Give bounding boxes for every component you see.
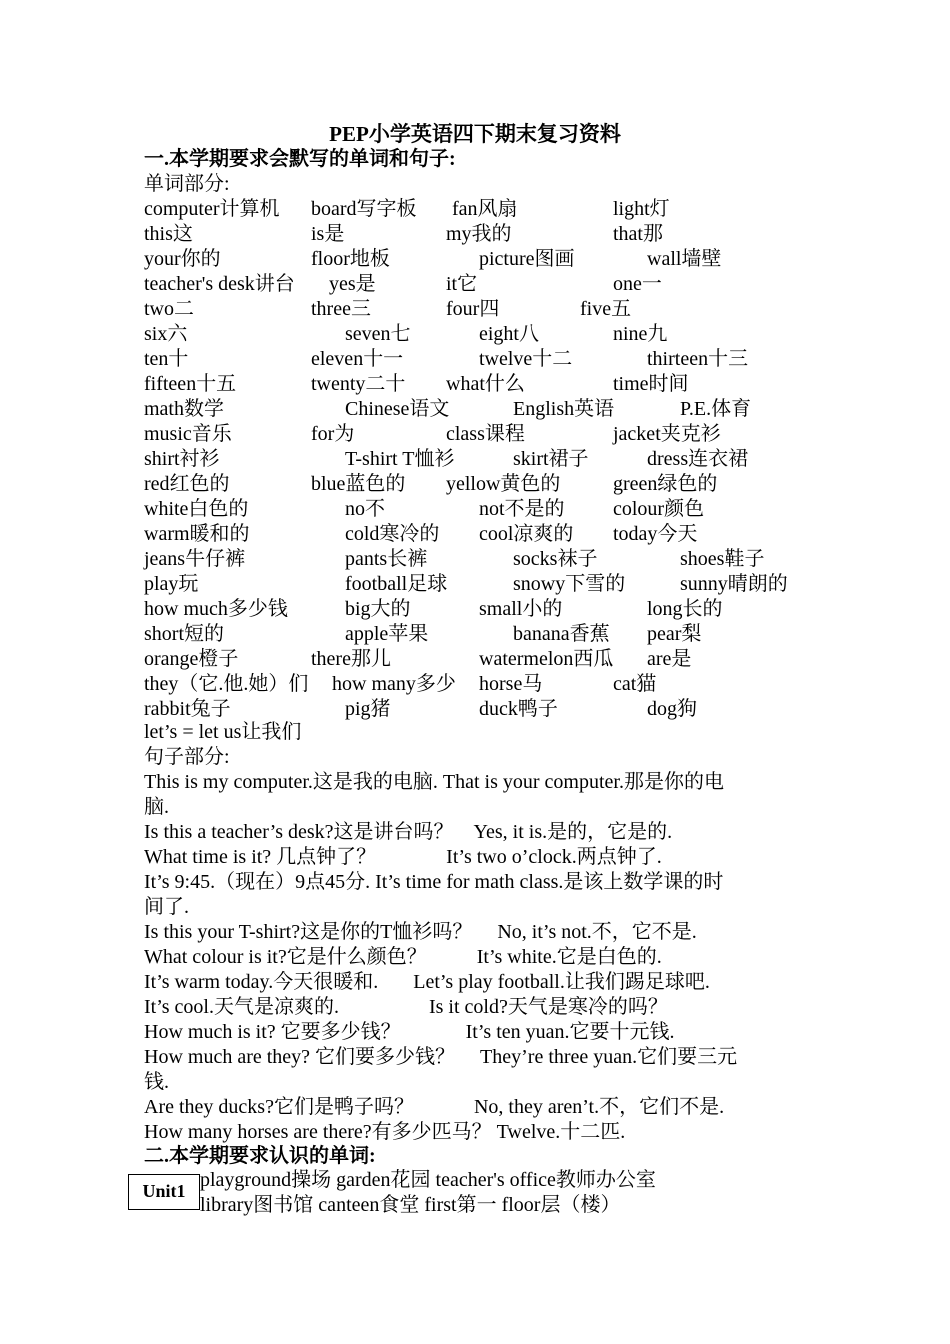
word-entry: your你的: [144, 248, 221, 270]
word-entry: short短的: [144, 623, 224, 645]
word-entry: horse马: [479, 673, 543, 695]
sentence-line: What time is it? 几点钟了？ It’s two o’clock.两点钟了.: [144, 846, 662, 868]
word-entry: long长的: [647, 598, 723, 620]
sentence-line: How much are they? 它们要多少钱？ They’re three yuan.它们要三元: [144, 1046, 738, 1068]
word-entry: music音乐: [144, 423, 232, 445]
word-entry: teacher's desk讲台: [144, 273, 295, 295]
unit1-label-box: Unit1: [128, 1174, 200, 1210]
sentence-line: 间了.: [144, 896, 189, 918]
word-entry: three三: [311, 298, 371, 320]
word-entry: snowy下雪的: [513, 573, 626, 595]
word-entry: rabbit兔子: [144, 698, 231, 720]
word-entry: it它: [446, 273, 478, 295]
word-entry: picture图画: [479, 248, 575, 270]
word-entry: floor地板: [311, 248, 390, 270]
word-entry: math数学: [144, 398, 224, 420]
word-entry: T-shirt T恤衫: [345, 448, 455, 470]
word-entry: seven七: [345, 323, 411, 345]
word-entry: pants长裤: [345, 548, 428, 570]
word-entry: red红色的: [144, 473, 230, 495]
word-entry: dress连衣裙: [647, 448, 749, 470]
word-entry: thirteen十三: [647, 348, 749, 370]
word-entry: apple苹果: [345, 623, 429, 645]
word-entry: is是: [311, 223, 345, 245]
word-entry: colour颜色: [613, 498, 705, 520]
sentence-line: How many horses are there?有多少匹马？ Twelve.十二匹.: [144, 1121, 626, 1143]
word-entry: twelve十二: [479, 348, 573, 370]
word-entry: what什么: [446, 373, 525, 395]
word-entry: how many多少: [332, 673, 456, 695]
sentence-line: How much is it? 它要多少钱？ It’s ten yuan.它要十元钱.: [144, 1021, 675, 1043]
word-entry: today今天: [613, 523, 698, 545]
unit1-line-1: playground操场 garden花园 teacher's office教师办公室: [200, 1169, 656, 1191]
word-entry: eight八: [479, 323, 539, 345]
word-entry: that那: [613, 223, 663, 245]
sentence-line: Is this a teacher’s desk?这是讲台吗？ Yes, it is.是的，它是的.: [144, 821, 673, 843]
word-entry: board写字板: [311, 198, 417, 220]
word-entry: are是: [647, 648, 692, 670]
sentence-line: 钱.: [144, 1071, 169, 1093]
word-entry: wall墙壁: [647, 248, 722, 270]
word-entry: yes是: [329, 273, 376, 295]
word-entry: this这: [144, 223, 193, 245]
word-entry: play玩: [144, 573, 199, 595]
word-entry: eleven十一: [311, 348, 404, 370]
word-entry: class课程: [446, 423, 525, 445]
word-entry: one一: [613, 273, 662, 295]
sentences-label: 句子部分:: [144, 746, 230, 768]
section1-heading: 一.本学期要求会默写的单词和句子:: [144, 148, 456, 170]
word-entry: cat猫: [613, 673, 657, 695]
word-entry: my我的: [446, 223, 512, 245]
word-entry: small小的: [479, 598, 563, 620]
word-entry: socks袜子: [513, 548, 598, 570]
word-entry: jacket夹克衫: [613, 423, 721, 445]
word-entry: watermelon西瓜: [479, 648, 614, 670]
sentence-line: It’s 9:45.（现在）9点45分. It’s time for math class.是该上数学课的时: [144, 871, 724, 893]
word-entry: how much多少钱: [144, 598, 288, 620]
section2-heading: 二.本学期要求认识的单词:: [144, 1145, 376, 1167]
word-entry: white白色的: [144, 498, 249, 520]
sentence-line: Are they ducks?它们是鸭子吗？ No, they aren’t.不，它们不是.: [144, 1096, 725, 1118]
word-entry: duck鸭子: [479, 698, 558, 720]
word-entry: pig猪: [345, 698, 391, 720]
word-entry: warm暖和的: [144, 523, 250, 545]
word-entry: shoes鞋子: [680, 548, 765, 570]
word-entry: no不: [345, 498, 385, 520]
word-entry: they（它.他.她）们: [144, 673, 309, 695]
word-entry: not不是的: [479, 498, 565, 520]
word-entry: P.E.体育: [680, 398, 752, 420]
word-entry: nine九: [613, 323, 668, 345]
word-entry: there那儿: [311, 648, 391, 670]
word-entry: Chinese语文: [345, 398, 450, 420]
word-entry: skirt裙子: [513, 448, 589, 470]
word-entry: ten十: [144, 348, 189, 370]
word-entry: dog狗: [647, 698, 697, 720]
sentence-line: This is my computer.这是我的电脑. That is your computer.那是你的电: [144, 771, 724, 793]
word-entry: four四: [446, 298, 500, 320]
word-entry: twenty二十: [311, 373, 406, 395]
word-entry: sunny晴朗的: [680, 573, 788, 595]
sentence-line: 脑.: [144, 796, 169, 818]
word-entry: six六: [144, 323, 188, 345]
word-entry: yellow黄色的: [446, 473, 561, 495]
sentence-line: Is this your T-shirt?这是你的T恤衫吗？ No, it’s not.不，它不是.: [144, 921, 697, 943]
word-entry: two二: [144, 298, 194, 320]
sentence-line: What colour is it?它是什么颜色？ It’s white.它是白色的.: [144, 946, 662, 968]
word-entry: fifteen十五: [144, 373, 237, 395]
word-entry: five五: [580, 298, 632, 320]
unit1-line-2: library图书馆 canteen食堂 first第一 floor层（楼）: [200, 1194, 621, 1216]
word-entry: blue蓝色的: [311, 473, 406, 495]
word-entry: English英语: [513, 398, 615, 420]
word-entry: cool凉爽的: [479, 523, 574, 545]
lets-note: let’s = let us让我们: [144, 721, 302, 743]
words-label: 单词部分:: [144, 173, 230, 195]
word-entry: cold寒冷的: [345, 523, 440, 545]
word-entry: green绿色的: [613, 473, 718, 495]
word-entry: football足球: [345, 573, 448, 595]
word-entry: light灯: [613, 198, 670, 220]
word-entry: orange橙子: [144, 648, 239, 670]
sentence-line: It’s warm today.今天很暖和. Let’s play football.让我们踢足球吧.: [144, 971, 710, 993]
word-entry: banana香蕉: [513, 623, 610, 645]
word-entry: computer计算机: [144, 198, 280, 220]
word-entry: for为: [311, 423, 355, 445]
word-entry: fan风扇: [452, 198, 518, 220]
document-title: PEP小学英语四下期末复习资料: [329, 122, 621, 146]
word-entry: shirt衬衫: [144, 448, 220, 470]
word-entry: time时间: [613, 373, 689, 395]
sentence-line: It’s cool.天气是凉爽的. Is it cold?天气是寒冷的吗？: [144, 996, 668, 1018]
word-entry: big大的: [345, 598, 411, 620]
word-entry: pear梨: [647, 623, 702, 645]
word-entry: jeans牛仔裤: [144, 548, 246, 570]
